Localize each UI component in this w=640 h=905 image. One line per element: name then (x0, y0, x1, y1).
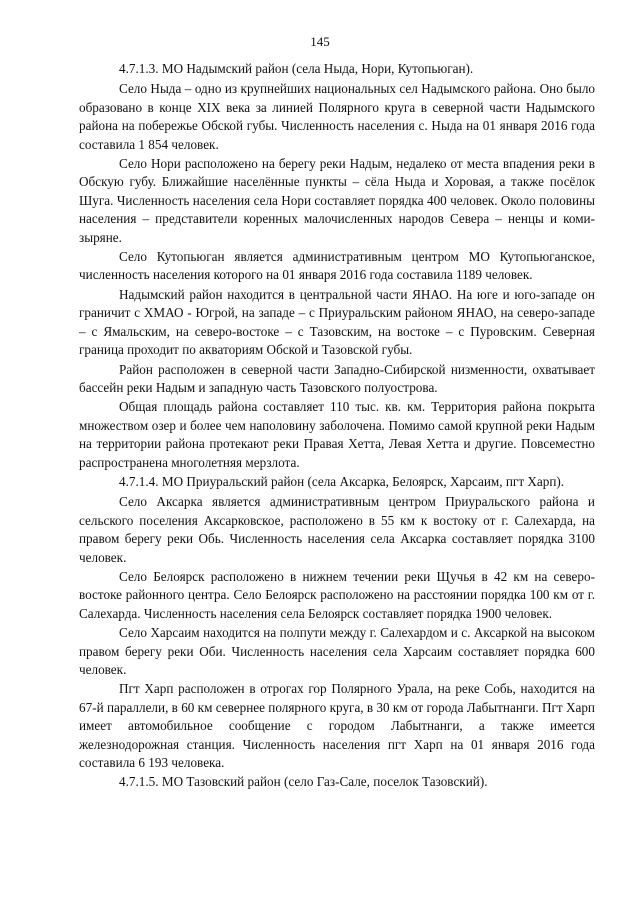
paragraph-nadym-area: Общая площадь района составляет 110 тыс. кв. км. Территория района покрыта множеством озер и более чем наполовину заболочена. Помимо самой крупной реки Надым на территории района протекают реки Правая Хетта, Левая Хетта и другие. Повсеместно распространена многолетняя мерзлота. (79, 399, 595, 470)
paragraph-kharp: Пгт Харп расположен в отрогах гор Полярного Урала, на реке Собь, находится на 67-й параллели, в 60 км севернее полярного круга, в 30 км от города Лабытнанги. Пгт Харп имеет автомобильное сообщение с городом Лабытнанги, а также имеется железнодорожная станция. Численность населения пгт Харп на 01 января 2016 года составила 6 193 человека. (79, 681, 595, 771)
section-heading-4-7-1-3: 4.7.1.3. МО Надымский район (села Ныда, Нори, Кутопьюган). (119, 61, 474, 76)
paragraph-kharsaim: Село Харсаим находится на полпути между г. Салехардом и с. Аксаркой на высоком правом берегу реки Оби. Численность населения села Харсаим составляет порядка 600 человек. (79, 625, 595, 677)
section-heading-4-7-1-4: 4.7.1.4. МО Приуральский район (села Аксарка, Белоярск, Харсаим, пгт Харп). (119, 473, 565, 489)
paragraph-nadym-borders: Надымский район находится в центральной части ЯНАО. На юге и юго-западе он граничит с ХМАО - Югрой, на западе – с Приуральским районом ЯНАО, на северо-западе – с Ямальским, на северо-востоке – с Тазовским, на востоке – с Пуровским. Северная граница проходит по акваториям Обской и Тазовской губы. (79, 286, 595, 358)
document-body (79, 60, 595, 794)
paragraph-kutopyugan: Село Кутопьюган является административным центром МО Кутопьюганское, численность населения которого на 01 января 2016 года составила 1189 человек. (79, 249, 595, 283)
paragraph-aksarka: Село Аксарка является административным центром Приуральского района и сельского поселения Аксарковское, расположено в 55 км к востоку от г. Салехарда, на правом берегу реки Обь. Численность населения села Аксарка составляет порядка 3100 человек. (79, 494, 595, 565)
paragraph-beloyarsk: Село Белоярск расположено в нижнем течении реки Щучья в 42 км на северо-востоке районного центра. Село Белоярск расположено на расстоянии порядка 100 км от г. Салехарда. Численность населения села Белоярск составляет порядка 1900 человек. (79, 568, 595, 621)
paragraph-nadym-location: Район расположен в северной части Западно-Сибирской низменности, охватывает бассейн реки Надым и западную часть Тазовского полуострова. (79, 361, 595, 395)
paragraph-nyda: Село Ныда – одно из крупнейших национальных сел Надымского района. Оно было образовано в конце XIX века за линией Полярного круга в северной части Надымского района на побережье Обской губы. Численность населения с. Ныда на 01 января 2016 года составила 1 854 человек. (79, 81, 595, 152)
section-heading-4-7-1-5: 4.7.1.5. МО Тазовский район (село Газ-Сале, поселок Тазовский). (119, 774, 488, 790)
page-number: 145 (310, 34, 330, 49)
paragraph-nori: Село Нори расположено на берегу реки Надым, недалеко от места впадения реки в Обскую губу. Ближайшие населённые пункты – сёла Ныда и Хоровая, а также посёлок Шуга. Численность населения села Нори составляет порядка 400 человек. Около половины населения – представители коренных малочисленных народов Севера – ненцы и коми-зыряне. (79, 156, 595, 245)
